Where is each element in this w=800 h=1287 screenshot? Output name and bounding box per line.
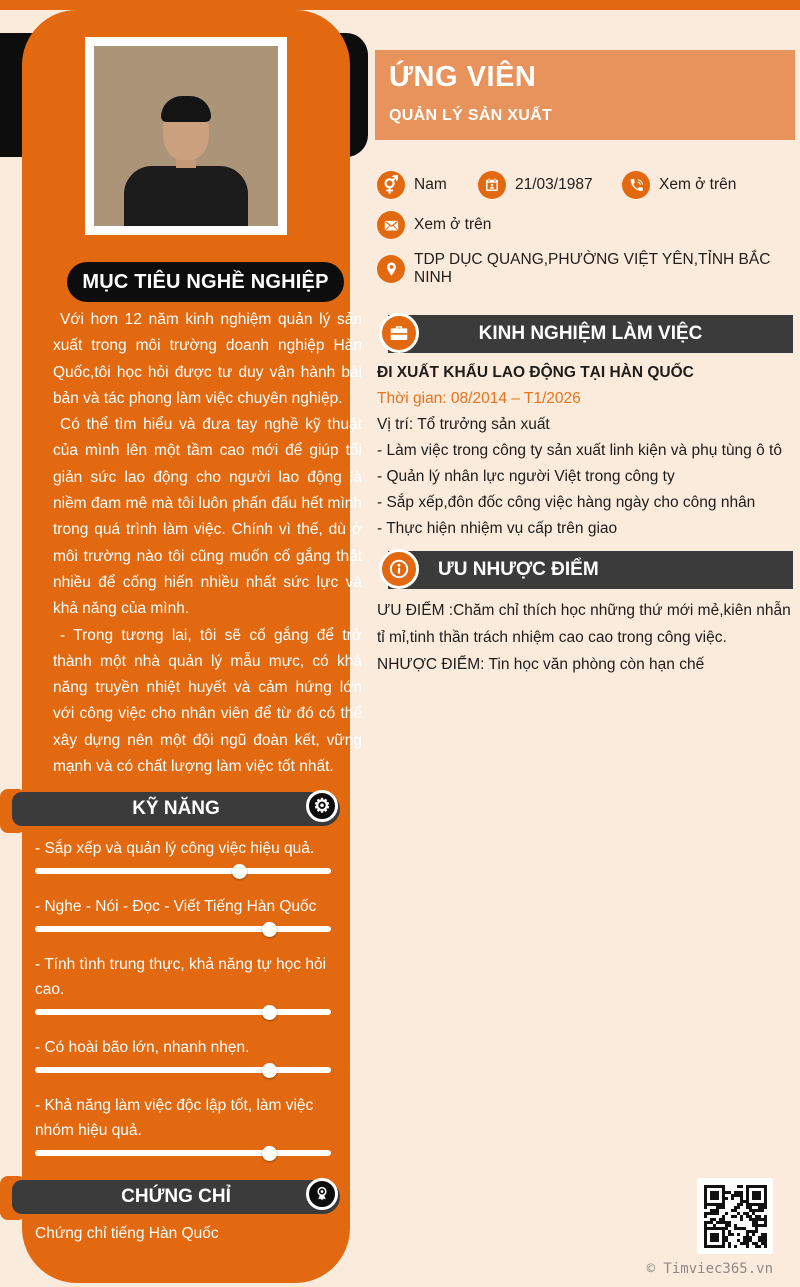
skill-slider-knob xyxy=(262,1146,277,1161)
skills-list xyxy=(35,836,331,1176)
objective-paragraph: Với hơn 12 năm kinh nghiệm quản lý sản xuất trong môi trường doanh nghiệp Hàn Quốc,tôi học hỏi được tư duy vận hành bài bản và tác phong làm việc chuyên nghiệp. xyxy=(53,311,362,407)
pros-cons-heading-label: ƯU NHƯỢC ĐIỂM xyxy=(438,559,599,580)
email-value: Xem ở trên xyxy=(414,216,492,233)
skill-label: - Tính tình trung thực, khả năng tự học hỏi cao. xyxy=(35,956,327,998)
pros-cons-line: NHƯỢC ĐIỂM: Tin học văn phòng còn hạn chế xyxy=(377,656,705,673)
gender-row xyxy=(377,171,447,199)
certificate-item: Chứng chỉ tiếng Hàn Quốc xyxy=(35,1225,219,1242)
experience-section-heading xyxy=(388,315,793,353)
birthday-value: 21/03/1987 xyxy=(515,176,593,193)
profile-photo xyxy=(94,46,278,226)
top-accent-strip xyxy=(0,0,800,10)
pros-cons-section-heading xyxy=(388,551,793,589)
phone-value: Xem ở trên xyxy=(659,176,737,193)
skill-label: - Khả năng làm việc độc lập tốt, làm việc nhóm hiệu quả. xyxy=(35,1097,314,1139)
birthday-row xyxy=(478,171,593,199)
skills-heading-label: KỸ NĂNG xyxy=(132,798,220,819)
phone-row xyxy=(622,171,736,199)
location-pin-icon xyxy=(377,255,405,283)
gender-icon: ⚥ xyxy=(377,171,405,199)
calendar-icon xyxy=(478,171,506,199)
gear-icon: ⚙ xyxy=(306,790,338,822)
experience-period: Thời gian: 08/2014 – T1/2026 xyxy=(377,390,581,407)
experience-duty: - Quản lý nhân lực người Việt trong công ty xyxy=(377,468,675,485)
skill-slider-knob xyxy=(262,922,277,937)
qr-code-grid xyxy=(704,1185,767,1248)
skill-item xyxy=(35,1035,331,1073)
objective-paragraph: - Trong tương lai, tôi sẽ cố gắng để trở thành một nhà quản lý mẫu mực, có khả năng truyền nhiệt huyết và cảm hứng lớn với công việc cho nhân viên để từ đó có thể xây dựng nên một đội ngũ đoàn kết, vững mạnh và có chất lượng làm việc tốt nhất. xyxy=(53,626,362,776)
gender-value: Nam xyxy=(414,176,447,193)
skill-label: - Nghe - Nói - Đọc - Viết Tiếng Hàn Quốc xyxy=(35,898,317,915)
skill-label: - Sắp xếp và quản lý công việc hiệu quả. xyxy=(35,840,315,857)
skill-slider-knob xyxy=(262,1005,277,1020)
address-row xyxy=(377,251,800,287)
experience-duty: - Sắp xếp,đôn đốc công việc hàng ngày cho công nhân xyxy=(377,494,756,511)
objective-section-heading: MỤC TIÊU NGHỀ NGHIỆP xyxy=(67,262,344,302)
profile-photo-frame xyxy=(85,37,287,235)
objective-text xyxy=(53,307,362,780)
photo-person-hair xyxy=(161,96,211,122)
skill-label: - Có hoài bão lớn, nhanh nhẹn. xyxy=(35,1039,250,1056)
briefcase-icon xyxy=(379,313,419,353)
skill-slider-knob xyxy=(232,864,247,879)
skill-slider xyxy=(35,1009,331,1015)
phone-icon xyxy=(622,171,650,199)
skill-item xyxy=(35,894,331,932)
pros-cons-body xyxy=(377,597,793,678)
skill-slider xyxy=(35,1150,331,1156)
skill-slider xyxy=(35,926,331,932)
pros-cons-line: ƯU ĐIỂM :Chăm chỉ thích học những thứ mới mẻ,kiên nhẫn tỉ mỉ,tinh thần trách nhiệm cao cao trong công việc. xyxy=(377,602,791,646)
certificates-heading-label: CHỨNG CHỈ xyxy=(121,1186,231,1207)
skills-section-heading xyxy=(12,792,340,826)
experience-body xyxy=(377,360,793,542)
skill-item xyxy=(35,836,331,874)
qr-code xyxy=(697,1178,773,1254)
candidate-header xyxy=(375,50,795,140)
skill-slider xyxy=(35,1067,331,1073)
email-row xyxy=(377,211,491,239)
medal-icon xyxy=(306,1178,338,1210)
experience-job-title: ĐI XUẤT KHẨU LAO ĐỘNG TẠI HÀN QUỐC xyxy=(377,364,694,381)
certificates-section-heading xyxy=(12,1180,340,1214)
experience-duty: - Thực hiện nhiệm vụ cấp trên giao xyxy=(377,520,618,537)
skill-item xyxy=(35,1093,331,1156)
experience-duty: - Làm việc trong công ty sản xuất linh kiện và phụ tùng ô tô xyxy=(377,442,782,459)
experience-position: Vị trí: Tổ trưởng sản xuất xyxy=(377,416,550,433)
experience-heading-label: KINH NGHIỆM LÀM VIỆC xyxy=(478,323,703,344)
experience-duties xyxy=(377,438,793,542)
candidate-job-title: QUẢN LÝ SẢN XUẤT xyxy=(389,107,553,124)
copyright-watermark: © Timviec365.vn xyxy=(646,1261,773,1277)
mail-icon xyxy=(377,211,405,239)
info-icon xyxy=(379,549,419,589)
photo-person-body xyxy=(124,166,248,226)
skill-slider-knob xyxy=(262,1063,277,1078)
skill-slider xyxy=(35,868,331,874)
address-value: TDP DỤC QUANG,PHƯỜNG VIỆT YÊN,TỈNH BẮC NINH xyxy=(414,251,771,286)
objective-paragraph: Có thể tìm hiểu và đưa tay nghề kỹ thuật của mình lên một tầm cao mới để giúp tối giản sức lao động cho người lao động là niềm đam mê mà tôi luôn phấn đấu hết mình trong quá trình làm việc. Chính vì thế, dù ở môi trường nào tôi cũng muốn cố gắng thật nhiều để cống hiến nhiều nhất sức lực và khả năng của mình. xyxy=(53,416,362,618)
candidate-name: ỨNG VIÊN xyxy=(389,61,537,93)
skill-item xyxy=(35,952,331,1015)
